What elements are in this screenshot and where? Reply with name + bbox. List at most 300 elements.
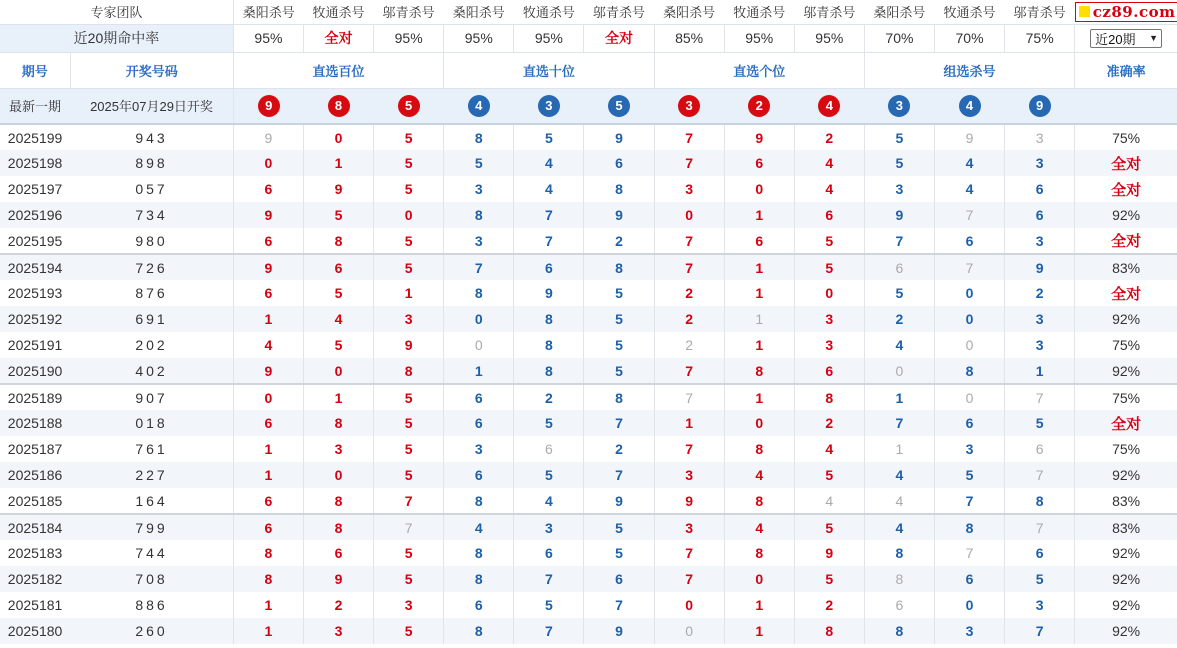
- prediction-ball-cell: [724, 88, 794, 124]
- kill-number-cell: [654, 618, 724, 644]
- kill-number: 7: [544, 232, 553, 249]
- kill-number-cell: [794, 540, 864, 566]
- period-number: 2025181: [7, 597, 63, 613]
- kill-number: 5: [965, 467, 974, 483]
- kill-number: 1: [755, 623, 764, 639]
- kill-number: 7: [1035, 623, 1044, 639]
- kill-number-cell: [374, 592, 444, 618]
- hit-rate-value: 95%: [514, 24, 584, 52]
- expert-team-label: 专家团队: [0, 0, 233, 24]
- kill-number: 5: [615, 519, 623, 536]
- hit-rate-label: 近20期命中率: [0, 24, 233, 52]
- kill-number: 8: [755, 441, 764, 457]
- kill-number-cell: [233, 280, 303, 306]
- table-row: [0, 488, 1177, 514]
- accuracy-value: 全对: [1111, 415, 1142, 433]
- kill-number-cell: [374, 488, 444, 514]
- kill-number: 8: [825, 623, 834, 639]
- kill-number-cell: [233, 462, 303, 488]
- kill-number-cell: [724, 488, 794, 514]
- kill-number: 8: [334, 519, 343, 536]
- draw-number: 227: [70, 462, 233, 488]
- kill-number-cell: [794, 384, 864, 410]
- kill-number: 9: [544, 285, 553, 301]
- kill-number: 8: [1035, 492, 1044, 509]
- kill-number-cell: [654, 384, 724, 410]
- kill-number-cell: [1005, 176, 1075, 202]
- kill-number-cell: [304, 280, 374, 306]
- kill-number-cell: [724, 280, 794, 306]
- logo-text: cz89.com: [1092, 2, 1176, 21]
- kill-number-cell: [584, 306, 654, 332]
- kill-number: 3: [1035, 337, 1044, 353]
- expert-name: 邬青杀号: [1005, 0, 1075, 24]
- kill-number-cell: [304, 358, 374, 384]
- kill-number: 0: [755, 415, 764, 431]
- kill-number-cell: [514, 176, 584, 202]
- kill-number-cell: [584, 514, 654, 540]
- kill-number: 4: [895, 519, 904, 536]
- kill-number: 6: [544, 259, 553, 276]
- kill-number-cell: [934, 176, 1004, 202]
- kill-number: 5: [544, 129, 553, 146]
- logo-square-icon: [1079, 6, 1090, 17]
- header-group-units: 直选个位: [654, 52, 864, 88]
- kill-number-cell: [794, 358, 864, 384]
- kill-number: 1: [755, 597, 764, 613]
- kill-number-cell: [1005, 228, 1075, 254]
- accuracy-cell: [1075, 592, 1177, 618]
- draw-number: 761: [70, 436, 233, 462]
- kill-number: 5: [474, 155, 483, 171]
- kill-number: 5: [404, 259, 413, 276]
- kill-number: 2: [685, 285, 693, 301]
- kill-number-cell: [654, 176, 724, 202]
- kill-number: 6: [1035, 545, 1044, 561]
- kill-number: 3: [1035, 232, 1044, 249]
- kill-number-cell: [864, 618, 934, 644]
- kill-number-cell: [304, 228, 374, 254]
- kill-number-cell: [794, 306, 864, 332]
- kill-number-cell: [724, 436, 794, 462]
- table-row: [0, 384, 1177, 410]
- hit-rate-value: 95%: [374, 24, 444, 52]
- hit-rate-value: 95%: [724, 24, 794, 52]
- expert-team-row: [0, 0, 1177, 24]
- kill-number: 0: [755, 571, 764, 587]
- expert-name: 牧通杀号: [514, 0, 584, 24]
- kill-number-cell: [233, 124, 303, 150]
- kill-number: 1: [264, 311, 273, 327]
- kill-number: 6: [895, 259, 904, 276]
- kill-number-cell: [444, 514, 514, 540]
- table-row: [0, 436, 1177, 462]
- kill-number-cell: [233, 254, 303, 280]
- kill-number-cell: [654, 332, 724, 358]
- prediction-ball-cell: [794, 88, 864, 124]
- kill-number-cell: [864, 592, 934, 618]
- hit-rate-value: 85%: [654, 24, 724, 52]
- kill-number: 7: [474, 259, 483, 276]
- prediction-ball-cell: [584, 88, 654, 124]
- kill-number-cell: [304, 540, 374, 566]
- kill-number: 5: [404, 129, 413, 146]
- kill-number: 8: [264, 545, 273, 561]
- period-number: 2025193: [7, 285, 63, 301]
- kill-number: 8: [615, 259, 623, 276]
- prediction-ball: 3: [538, 95, 560, 117]
- kill-number: 5: [404, 467, 413, 483]
- kill-number-cell: [304, 306, 374, 332]
- accuracy-cell: [1075, 332, 1177, 358]
- prediction-ball: 3: [888, 95, 910, 117]
- kill-number: 1: [895, 389, 904, 406]
- kill-number: 9: [1035, 259, 1044, 276]
- kill-number-cell: [794, 436, 864, 462]
- kill-number-cell: [444, 254, 514, 280]
- kill-number-cell: [864, 410, 934, 436]
- kill-number: 7: [544, 571, 553, 587]
- kill-number: 6: [1035, 207, 1044, 223]
- kill-number: 0: [474, 311, 483, 327]
- kill-number: 5: [334, 285, 343, 301]
- kill-number-cell: [864, 124, 934, 150]
- expert-name: 牧通杀号: [304, 0, 374, 24]
- kill-number: 6: [264, 519, 273, 536]
- kill-number-cell: [514, 566, 584, 592]
- kill-number: 8: [334, 232, 343, 249]
- accuracy-value: 92%: [1112, 571, 1141, 587]
- kill-number-cell: [514, 124, 584, 150]
- kill-number: 8: [264, 571, 273, 587]
- draw-number: 708: [70, 566, 233, 592]
- kill-number: 7: [544, 207, 553, 223]
- prediction-ball-cell: [514, 88, 584, 124]
- kill-number-cell: [724, 124, 794, 150]
- kill-number-cell: [724, 540, 794, 566]
- kill-number-cell: [1005, 280, 1075, 306]
- kill-number: 6: [825, 362, 834, 379]
- kill-number: 7: [965, 545, 974, 561]
- period-number: 2025187: [7, 441, 63, 457]
- accuracy-cell: [1075, 462, 1177, 488]
- kill-number: 4: [264, 337, 273, 353]
- kill-number: 3: [474, 441, 483, 457]
- prediction-ball-cell: [374, 88, 444, 124]
- kill-number-cell: [584, 488, 654, 514]
- header-group-tens: 直选十位: [444, 52, 654, 88]
- accuracy-value: 全对: [1111, 181, 1142, 199]
- site-logo[interactable]: [1075, 2, 1177, 22]
- kill-number-cell: [444, 566, 514, 592]
- kill-number-cell: [934, 410, 1004, 436]
- kill-number-cell: [444, 488, 514, 514]
- period-number: 2025190: [0, 358, 70, 384]
- kill-number: 8: [544, 362, 553, 379]
- kill-number: 7: [404, 492, 413, 509]
- kill-number-cell: [514, 592, 584, 618]
- kill-number: 6: [334, 259, 343, 276]
- kill-number: 8: [334, 415, 343, 431]
- latest-period-row: [0, 88, 1177, 124]
- kill-number-cell: [514, 488, 584, 514]
- draw-number: 799: [70, 514, 233, 540]
- table-row: [0, 150, 1177, 176]
- kill-number-cell: [934, 150, 1004, 176]
- period-number: 2025191: [7, 337, 63, 353]
- prediction-ball: 2: [748, 95, 770, 117]
- kill-number: 6: [544, 545, 553, 561]
- prediction-ball: 9: [258, 95, 280, 117]
- kill-number: 3: [965, 441, 974, 457]
- period-range-select[interactable]: [1090, 29, 1162, 48]
- kill-number: 1: [404, 285, 413, 301]
- kill-number-cell: [1005, 618, 1075, 644]
- hit-rate-value: 全对: [584, 24, 654, 52]
- kill-number-cell: [304, 332, 374, 358]
- kill-number: 3: [404, 311, 413, 327]
- kill-number-cell: [233, 566, 303, 592]
- kill-number: 5: [895, 155, 904, 171]
- accuracy-value: 92%: [1112, 467, 1141, 483]
- kill-number-cell: [233, 202, 303, 228]
- kill-number: 8: [615, 389, 623, 406]
- expert-name: 邬青杀号: [584, 0, 654, 24]
- kill-number-cell: [304, 384, 374, 410]
- kill-number-cell: [654, 124, 724, 150]
- kill-number-cell: [864, 228, 934, 254]
- kill-number-cell: [233, 618, 303, 644]
- kill-number-cell: [584, 124, 654, 150]
- kill-number-cell: [304, 410, 374, 436]
- draw-number: 726: [70, 254, 233, 280]
- prediction-ball-cell: [864, 88, 934, 124]
- kill-number: 3: [685, 467, 693, 483]
- kill-number: 3: [404, 597, 413, 613]
- accuracy-value: 92%: [1112, 207, 1141, 223]
- draw-number: 980: [70, 228, 233, 254]
- draw-number: 734: [70, 202, 233, 228]
- kill-number: 1: [685, 415, 693, 431]
- kill-number-cell: [374, 228, 444, 254]
- kill-number-cell: [864, 254, 934, 280]
- expert-name: 邬青杀号: [794, 0, 864, 24]
- chevron-down-icon: ▼: [1149, 33, 1159, 43]
- kill-number-cell: [654, 202, 724, 228]
- table-row: [0, 124, 1177, 150]
- kill-number-cell: [444, 202, 514, 228]
- kill-number: 8: [755, 545, 764, 561]
- header-draw: 开奖号码: [70, 52, 233, 88]
- kill-number-cell: [304, 150, 374, 176]
- kill-number-cell: [934, 306, 1004, 332]
- table-row: [0, 540, 1177, 566]
- kill-number-cell: [654, 410, 724, 436]
- kill-number-cell: [584, 410, 654, 436]
- accuracy-value: 75%: [1112, 389, 1141, 406]
- kill-number: 2: [544, 389, 553, 406]
- kill-number-cell: [934, 384, 1004, 410]
- table-row: [0, 358, 1177, 384]
- accuracy-cell: [1075, 618, 1177, 644]
- period-number: 2025186: [0, 462, 70, 488]
- kill-number: 9: [755, 129, 764, 146]
- accuracy-cell: [1075, 488, 1177, 514]
- kill-number: 8: [965, 362, 974, 379]
- accuracy-cell: [1075, 410, 1177, 436]
- kill-number-cell: [584, 332, 654, 358]
- kill-number-cell: [724, 358, 794, 384]
- kill-number: 7: [544, 623, 553, 639]
- kill-number: 7: [685, 545, 693, 561]
- accuracy-value: 75%: [1112, 337, 1141, 353]
- kill-number: 7: [965, 259, 974, 276]
- accuracy-cell: [1075, 384, 1177, 410]
- prediction-ball-cell: [233, 88, 303, 124]
- kill-number: 7: [404, 519, 413, 536]
- kill-number: 3: [825, 337, 834, 353]
- kill-number-cell: [374, 384, 444, 410]
- kill-number-cell: [934, 540, 1004, 566]
- kill-number: 1: [264, 467, 273, 483]
- kill-number: 4: [965, 155, 974, 171]
- kill-number-cell: [514, 306, 584, 332]
- kill-number: 8: [895, 571, 904, 587]
- history-rows: [0, 124, 1177, 644]
- kill-number: 5: [615, 285, 623, 301]
- expert-name: 桑阳杀号: [233, 0, 303, 24]
- kill-number-cell: [374, 150, 444, 176]
- kill-number-cell: [304, 488, 374, 514]
- kill-number: 3: [334, 441, 343, 457]
- kill-number-cell: [233, 540, 303, 566]
- accuracy-value: 92%: [1112, 311, 1141, 327]
- kill-number: 2: [685, 337, 693, 353]
- kill-number-cell: [1005, 592, 1075, 618]
- kill-number: 1: [334, 389, 343, 406]
- kill-number-cell: [724, 332, 794, 358]
- kill-number: 0: [965, 337, 974, 353]
- table-row: [0, 592, 1177, 618]
- kill-number: 6: [1035, 181, 1044, 197]
- kill-number: 2: [615, 441, 623, 457]
- kill-number: 7: [895, 415, 904, 431]
- kill-number-cell: [794, 202, 864, 228]
- kill-number: 7: [685, 389, 693, 406]
- accuracy-cell: [1075, 202, 1177, 228]
- kill-number-cell: [654, 306, 724, 332]
- kill-number: 0: [685, 597, 693, 613]
- accuracy-cell: [1075, 566, 1177, 592]
- kill-number: 6: [1035, 441, 1044, 457]
- kill-number: 3: [685, 519, 693, 536]
- accuracy-value: 92%: [1112, 545, 1141, 561]
- kill-number-cell: [304, 592, 374, 618]
- kill-number-cell: [654, 254, 724, 280]
- kill-number-cell: [584, 150, 654, 176]
- expert-name: 桑阳杀号: [654, 0, 724, 24]
- kill-number-cell: [864, 488, 934, 514]
- kill-number: 0: [965, 285, 974, 301]
- kill-number: 5: [404, 441, 413, 457]
- kill-number: 5: [1035, 415, 1044, 431]
- kill-number: 6: [965, 232, 974, 249]
- kill-number: 5: [544, 467, 553, 483]
- kill-number-cell: [444, 410, 514, 436]
- kill-number: 0: [404, 207, 413, 223]
- kill-number-cell: [444, 462, 514, 488]
- kill-number-cell: [1005, 462, 1075, 488]
- kill-number: 8: [474, 571, 483, 587]
- period-number: 2025180: [0, 618, 70, 644]
- draw-number: 057: [70, 176, 233, 202]
- kill-number-cell: [864, 280, 934, 306]
- kill-number: 8: [474, 545, 483, 561]
- accuracy-value: 全对: [1111, 155, 1142, 173]
- kill-number: 0: [474, 337, 483, 353]
- kill-number-cell: [724, 150, 794, 176]
- kill-number: 4: [825, 181, 834, 197]
- accuracy-cell: [1075, 254, 1177, 280]
- kill-number: 4: [965, 181, 974, 197]
- kill-number: 1: [895, 441, 904, 457]
- kill-number: 7: [685, 441, 693, 457]
- kill-number-cell: [1005, 150, 1075, 176]
- table-row: [0, 280, 1177, 306]
- kill-number: 9: [264, 129, 273, 146]
- accuracy-value: 92%: [1112, 623, 1141, 639]
- kill-number-cell: [374, 540, 444, 566]
- kill-number: 1: [474, 362, 483, 379]
- expert-name: 邬青杀号: [374, 0, 444, 24]
- kill-number: 4: [544, 181, 553, 197]
- kill-number-cell: [514, 332, 584, 358]
- kill-number: 5: [895, 285, 904, 301]
- kill-number: 8: [474, 285, 483, 301]
- kill-number-cell: [724, 202, 794, 228]
- kill-number-cell: [934, 280, 1004, 306]
- kill-number-cell: [374, 176, 444, 202]
- kill-number-cell: [444, 436, 514, 462]
- prediction-ball: 5: [608, 95, 630, 117]
- kill-number-cell: [444, 358, 514, 384]
- kill-number: 5: [825, 467, 834, 483]
- kill-number-cell: [724, 176, 794, 202]
- kill-number-cell: [304, 566, 374, 592]
- kill-number-cell: [584, 540, 654, 566]
- kill-number: 3: [825, 311, 834, 327]
- kill-number-cell: [654, 566, 724, 592]
- prediction-ball-cell: [444, 88, 514, 124]
- kill-number: 5: [825, 571, 834, 587]
- kill-number: 8: [474, 623, 483, 639]
- kill-number-cell: [934, 124, 1004, 150]
- kill-number-cell: [444, 540, 514, 566]
- accuracy-cell: [1075, 540, 1177, 566]
- prediction-ball: 8: [328, 95, 350, 117]
- kill-number: 5: [404, 155, 413, 171]
- prediction-ball: 4: [818, 95, 840, 117]
- table-row: [0, 332, 1177, 358]
- kill-number-cell: [444, 332, 514, 358]
- accuracy-cell: [1075, 436, 1177, 462]
- kill-number: 5: [544, 415, 553, 431]
- kill-number-cell: [724, 306, 794, 332]
- kill-number: 2: [1035, 285, 1044, 301]
- kill-number: 4: [544, 155, 553, 171]
- table-row: [0, 176, 1177, 202]
- kill-number: 4: [825, 492, 834, 509]
